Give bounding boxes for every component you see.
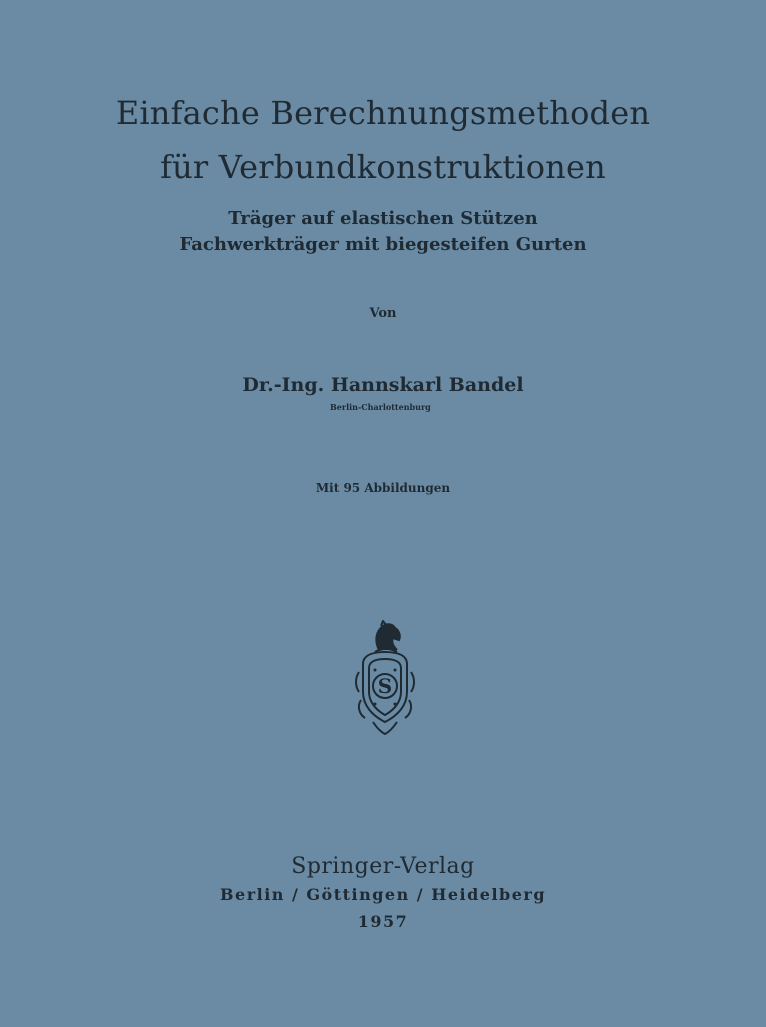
springer-knight-logo-icon bbox=[353, 620, 417, 738]
by-label: Von bbox=[369, 306, 397, 321]
author-place: Berlin-Charlottenburg bbox=[330, 402, 431, 412]
author-name: Dr.-Ing. Hannskarl Bandel bbox=[242, 374, 524, 396]
title-line-1: Einfache Berechnungsmethoden bbox=[115, 94, 651, 132]
svg-text:S: S bbox=[377, 674, 393, 698]
subtitle-line-2: Fachwerkträger mit biegesteifen Gurten bbox=[179, 234, 587, 255]
publisher-cities: Berlin / Göttingen / Heidelberg bbox=[219, 885, 547, 904]
publisher-name: Springer-Verlag bbox=[291, 854, 475, 879]
publication-year: 1957 bbox=[357, 912, 409, 931]
subtitle-line-1: Träger auf elastischen Stützen bbox=[228, 208, 538, 229]
figures-note: Mit 95 Abbildungen bbox=[315, 481, 451, 495]
title-line-2: für Verbundkonstruktionen bbox=[160, 148, 606, 186]
